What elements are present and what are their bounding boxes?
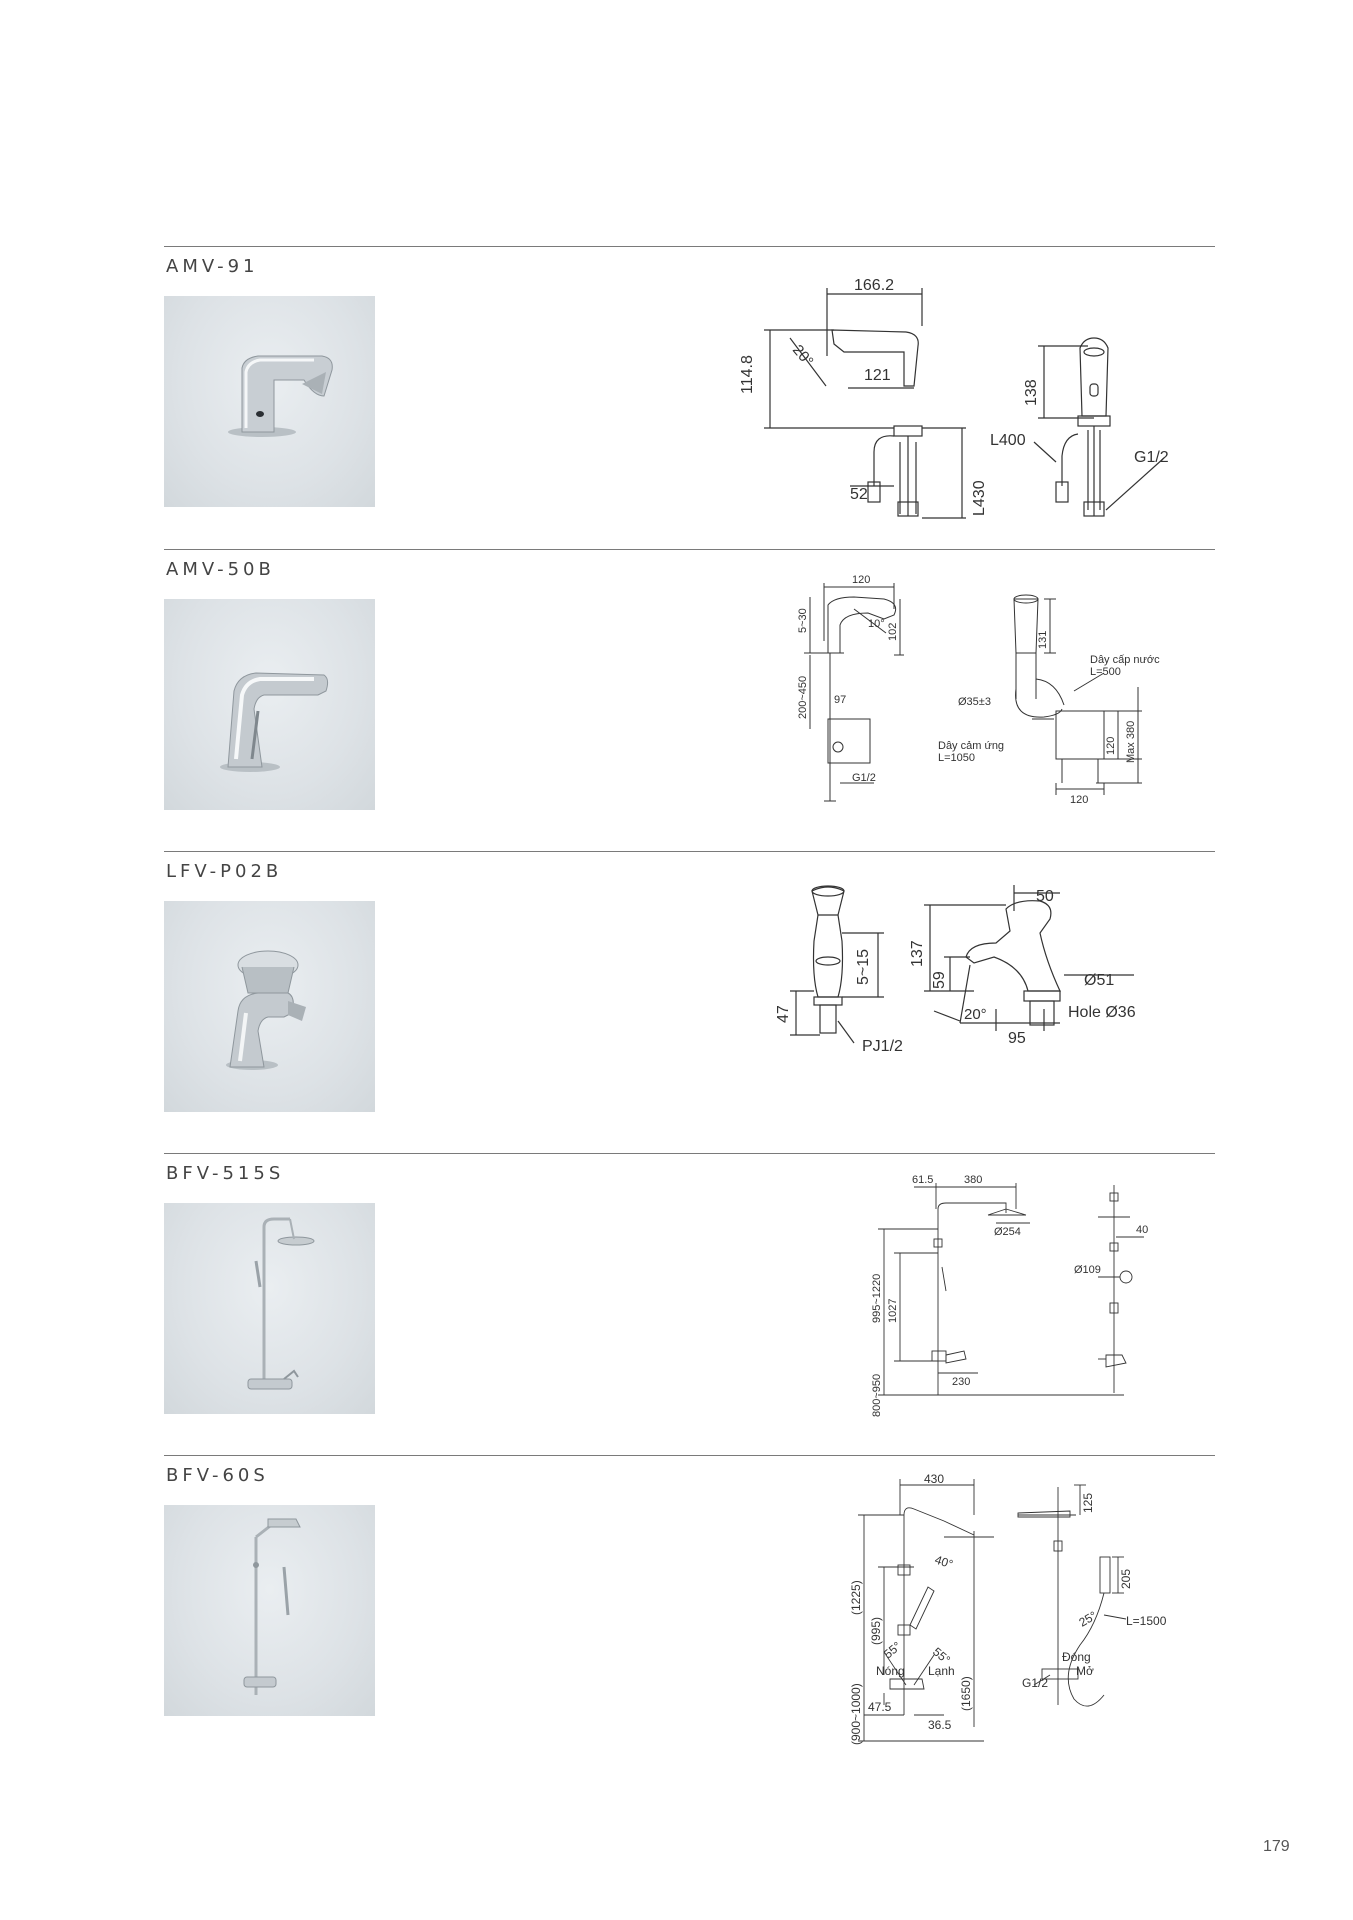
dim-label: L=1500 — [1126, 1614, 1167, 1628]
technical-drawing — [854, 1173, 1215, 1428]
product-photo — [164, 296, 375, 507]
section-divider — [164, 549, 1215, 550]
dim-label: 230 — [952, 1376, 971, 1388]
dim-label: 59 — [931, 971, 948, 989]
model-name: LFV-P02B — [166, 861, 283, 882]
section-divider — [164, 851, 1215, 852]
dim-label: G1/2 — [852, 772, 876, 784]
model-name: BFV-60S — [166, 1465, 269, 1486]
model-name: BFV-515S — [166, 1163, 285, 1184]
dim-label: 166.2 — [854, 277, 895, 294]
technical-drawing — [734, 871, 1215, 1121]
technical-drawing — [834, 1472, 1215, 1745]
dim-label: Ø51 — [1084, 972, 1115, 989]
dim-label: 40 — [1136, 1224, 1149, 1236]
shower-photo-icon — [164, 1203, 375, 1414]
dim-label: 120 — [1070, 794, 1089, 806]
dim-label: 102 — [887, 622, 899, 641]
dim-label: 52 — [850, 486, 868, 503]
cable-label: L=1050 — [938, 752, 976, 764]
cable-label: L=500 — [1090, 666, 1121, 678]
dim-label: 61.5 — [912, 1174, 934, 1186]
dim-label: 121 — [864, 367, 891, 384]
product-photo — [164, 1203, 375, 1414]
dim-label: 47 — [775, 1005, 792, 1023]
dim-label: Ø35±3 — [958, 696, 991, 708]
valve-label: Nóng — [876, 1664, 905, 1678]
section-divider — [164, 246, 1215, 247]
dim-label: 5~30 — [797, 608, 809, 633]
dim-label: 120 — [1105, 736, 1117, 755]
dim-label: Hole Ø36 — [1068, 1004, 1136, 1021]
section-divider — [164, 1455, 1215, 1456]
dim-label: L430 — [971, 480, 988, 516]
product-section-bfv-60s — [164, 1455, 1215, 1757]
dim-label: G1/2 — [1134, 449, 1169, 466]
product-photo — [164, 599, 375, 810]
dim-label: 95 — [1008, 1030, 1026, 1047]
dim-label: 114.8 — [739, 355, 756, 394]
dim-label: Ø109 — [1074, 1264, 1101, 1276]
product-photo — [164, 901, 375, 1112]
dim-label: Max 380 — [1125, 720, 1137, 763]
dim-label: 138 — [1023, 379, 1040, 406]
dim-label: (1650) — [959, 1676, 973, 1711]
angle-label: 40° — [933, 1552, 955, 1572]
dim-label: 995~1220 — [871, 1273, 883, 1323]
dim-label: 1027 — [887, 1298, 899, 1323]
dim-label: 205 — [1119, 1568, 1133, 1589]
dim-label: (995) — [869, 1616, 883, 1645]
angle-label: 10° — [868, 618, 885, 630]
dim-label: (1225) — [849, 1580, 863, 1615]
dim-label: Ø254 — [994, 1226, 1021, 1238]
angle-label: 55° — [880, 1638, 904, 1662]
faucet-photo-icon — [164, 296, 375, 507]
angle-label: 20° — [788, 341, 817, 370]
dim-label: 120 — [852, 574, 871, 586]
dim-label: 137 — [909, 940, 926, 967]
cable-label: Dây cảm ứng — [938, 740, 1005, 752]
valve-label: Đóng — [1062, 1650, 1091, 1664]
dim-label: G1/2 — [1022, 1676, 1049, 1690]
faucet-photo-icon — [164, 599, 375, 810]
dim-label: L400 — [990, 432, 1026, 449]
dim-label: 97 — [834, 694, 847, 706]
dim-label: 36.5 — [928, 1718, 952, 1732]
dim-label: 131 — [1037, 630, 1049, 649]
technical-drawing — [694, 266, 1215, 536]
shower-photo-icon — [164, 1505, 375, 1716]
dim-label: 5~15 — [855, 948, 872, 985]
angle-label: 55° — [930, 1644, 953, 1667]
model-name: AMV-50B — [166, 559, 275, 580]
dim-label: 800~950 — [871, 1373, 883, 1417]
product-section-amv-50b — [164, 549, 1215, 851]
dim-label: 50 — [1036, 888, 1054, 905]
product-section-amv-91 — [164, 246, 1215, 548]
faucet-photo-icon — [164, 901, 375, 1112]
product-section-lfv-p02b — [164, 851, 1215, 1153]
dim-label: 430 — [924, 1472, 945, 1486]
product-section-bfv-515s — [164, 1153, 1215, 1455]
product-photo — [164, 1505, 375, 1716]
dim-label: 125 — [1081, 1492, 1095, 1513]
model-name: AMV-91 — [166, 256, 259, 277]
dim-label: 200~450 — [797, 675, 809, 719]
valve-label: Lạnh — [928, 1664, 955, 1678]
angle-label: 25° — [1076, 1608, 1100, 1630]
cable-label: Dây cấp nước — [1090, 654, 1160, 666]
page-number: 179 — [1263, 1838, 1290, 1855]
valve-label: Mở — [1076, 1664, 1094, 1678]
section-divider — [164, 1153, 1215, 1154]
dim-label: (900~1000) — [849, 1683, 863, 1745]
dim-label: PJ1/2 — [862, 1038, 903, 1055]
angle-label: 20° — [964, 1006, 987, 1023]
dim-label: 380 — [964, 1174, 983, 1186]
dim-label: 47.5 — [868, 1700, 892, 1714]
technical-drawing — [744, 569, 1215, 839]
